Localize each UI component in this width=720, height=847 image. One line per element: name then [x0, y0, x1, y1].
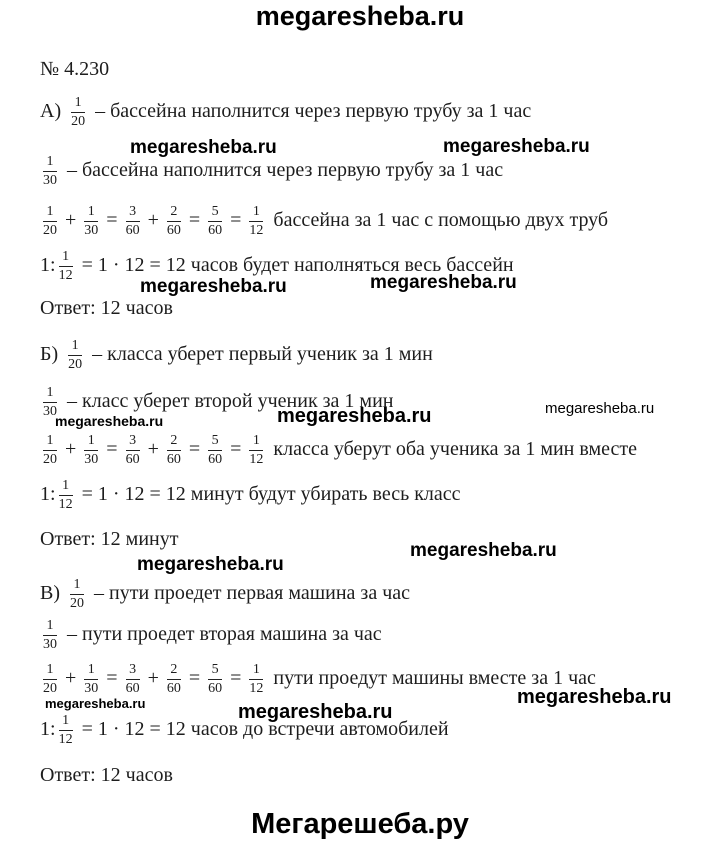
division-line	[40, 250, 514, 283]
section-label: Б)	[40, 343, 59, 366]
fraction	[208, 663, 222, 696]
fraction	[43, 619, 57, 652]
denominator: 20	[68, 357, 83, 372]
site-watermark: megaresheba.ru	[410, 540, 557, 561]
statement-text: – пути проедет вторая машина за час	[67, 623, 382, 646]
division-prefix: 1:	[40, 483, 56, 506]
fraction	[43, 386, 57, 419]
site-watermark: megaresheba.ru	[545, 400, 655, 417]
site-watermark: megaresheba.ru	[370, 272, 517, 293]
fraction	[126, 205, 140, 238]
equation-line	[40, 434, 637, 467]
equation-text: класса уберут оба ученика за 1 мин вместе	[273, 438, 638, 461]
statement-text: – бассейна наполнится через первую трубу за 1 час	[95, 100, 532, 123]
fraction	[43, 663, 57, 696]
denominator: 12	[58, 497, 73, 512]
denominator: 30	[43, 404, 57, 419]
operator: =	[188, 667, 201, 690]
fraction	[84, 663, 98, 696]
numerator: 1	[249, 663, 263, 680]
division-text: = 1 · 12 = 12 минут будут убирать весь класс	[81, 483, 461, 506]
division-line	[40, 714, 449, 747]
fraction	[59, 479, 73, 512]
denominator: 30	[84, 223, 99, 238]
division-prefix: 1:	[40, 718, 56, 741]
site-watermark: megaresheba.ru	[55, 413, 164, 429]
numerator: 2	[167, 205, 181, 222]
numerator: 1	[84, 205, 98, 222]
numerator: 1	[71, 96, 85, 113]
denominator: 60	[125, 223, 140, 238]
site-watermark: megaresheba.ru	[45, 696, 146, 711]
statement-text: – бассейна наполнится через первую трубу за 1 час	[67, 159, 504, 182]
fraction	[167, 663, 181, 696]
site-watermark: megaresheba.ru	[137, 554, 284, 575]
site-watermark: megaresheba.ru	[130, 137, 277, 158]
site-watermark: megaresheba.ru	[517, 686, 672, 708]
denominator: 20	[70, 596, 84, 611]
fraction	[126, 663, 140, 696]
numerator: 1	[68, 339, 82, 356]
numerator: 1	[43, 386, 57, 403]
division-text: = 1 · 12 = 12 часов до встречи автомобилей	[81, 718, 449, 741]
denominator: 12	[249, 223, 264, 238]
fraction	[68, 339, 82, 372]
answer-line: Ответ: 12 минут	[40, 528, 179, 550]
site-watermark: megaresheba.ru	[443, 136, 590, 157]
operator: =	[188, 209, 201, 232]
equation-text: бассейна за 1 час с помощью двух труб	[273, 209, 609, 232]
denominator: 20	[71, 114, 86, 129]
operator: =	[106, 438, 118, 461]
numerator: 1	[249, 205, 263, 222]
footer-logo: Мегарешеба.ру	[251, 808, 469, 840]
numerator: 5	[208, 663, 222, 680]
denominator: 12	[58, 732, 73, 747]
operator: =	[188, 438, 201, 461]
division-line	[40, 479, 461, 512]
numerator: 1	[43, 155, 57, 172]
denominator: 60	[125, 681, 140, 696]
numerator: 1	[43, 619, 57, 636]
numerator: 3	[126, 663, 140, 680]
operator: =	[230, 209, 242, 232]
division-prefix: 1:	[40, 254, 56, 277]
problem-number: № 4.230	[40, 58, 110, 80]
denominator: 60	[208, 223, 223, 238]
numerator: 2	[167, 434, 181, 451]
denominator: 60	[166, 223, 181, 238]
denominator: 60	[166, 452, 181, 467]
site-watermark: megaresheba.ru	[238, 701, 393, 723]
numerator: 3	[126, 205, 140, 222]
denominator: 12	[249, 452, 264, 467]
fraction	[43, 434, 57, 467]
numerator: 5	[208, 434, 222, 451]
numerator: 1	[43, 663, 57, 680]
denominator: 20	[43, 452, 57, 467]
fraction	[167, 205, 181, 238]
fraction	[208, 205, 222, 238]
denominator: 20	[43, 223, 57, 238]
operator: +	[147, 667, 159, 690]
fraction	[84, 205, 98, 238]
fraction	[126, 434, 140, 467]
operator: +	[65, 667, 77, 690]
fraction	[71, 96, 85, 129]
numerator: 1	[84, 663, 98, 680]
operator: +	[65, 209, 77, 232]
fraction	[249, 205, 263, 238]
section-label: В)	[40, 582, 60, 605]
statement-line	[40, 339, 433, 372]
numerator: 1	[59, 479, 73, 496]
fraction	[59, 250, 73, 283]
equation-line	[40, 663, 596, 696]
fraction	[43, 155, 57, 188]
numerator: 1	[59, 714, 73, 731]
operator: +	[65, 438, 77, 461]
numerator: 1	[43, 205, 57, 222]
answer-line: Ответ: 12 часов	[40, 764, 173, 786]
fraction	[43, 205, 57, 238]
denominator: 60	[208, 452, 223, 467]
denominator: 60	[208, 681, 223, 696]
fraction	[59, 714, 73, 747]
denominator: 30	[84, 681, 99, 696]
statement-line	[40, 386, 394, 419]
operator: =	[230, 667, 242, 690]
denominator: 60	[166, 681, 181, 696]
operator: +	[147, 438, 159, 461]
denominator: 12	[249, 681, 264, 696]
statement-text: – пути проедет первая машина за час	[94, 582, 411, 605]
statement-line	[40, 619, 382, 652]
denominator: 12	[58, 268, 73, 283]
numerator: 1	[249, 434, 263, 451]
equation-line	[40, 205, 608, 238]
statement-text: – класс уберет второй ученик за 1 мин	[67, 390, 394, 413]
denominator: 30	[43, 173, 57, 188]
numerator: 1	[84, 434, 98, 451]
denominator: 20	[43, 681, 57, 696]
fraction	[249, 434, 263, 467]
statement-line	[40, 578, 410, 611]
statement-line	[40, 155, 503, 188]
fraction	[208, 434, 222, 467]
fraction	[167, 434, 181, 467]
fraction	[84, 434, 98, 467]
numerator: 1	[43, 434, 57, 451]
operator: =	[230, 438, 242, 461]
statement-text: – класса уберет первый ученик за 1 мин	[92, 343, 433, 366]
numerator: 3	[126, 434, 140, 451]
division-text: = 1 · 12 = 12 часов будет наполняться весь бассейн	[81, 254, 514, 277]
denominator: 60	[125, 452, 140, 467]
answer-line: Ответ: 12 часов	[40, 297, 173, 319]
numerator: 1	[59, 250, 73, 267]
numerator: 5	[208, 205, 222, 222]
fraction	[249, 663, 263, 696]
section-label: А)	[40, 100, 62, 123]
operator: +	[147, 209, 159, 232]
site-watermark: megaresheba.ru	[140, 276, 287, 297]
fraction	[70, 578, 84, 611]
site-watermark: megaresheba.ru	[277, 405, 432, 427]
operator: =	[106, 667, 118, 690]
equation-text: пути проедут машины вместе за 1 час	[273, 667, 596, 690]
denominator: 30	[43, 637, 57, 652]
numerator: 2	[167, 663, 181, 680]
denominator: 30	[84, 452, 99, 467]
numerator: 1	[70, 578, 84, 595]
statement-line	[40, 96, 531, 129]
operator: =	[106, 209, 118, 232]
site-watermark: megaresheba.ru	[255, 1, 465, 31]
